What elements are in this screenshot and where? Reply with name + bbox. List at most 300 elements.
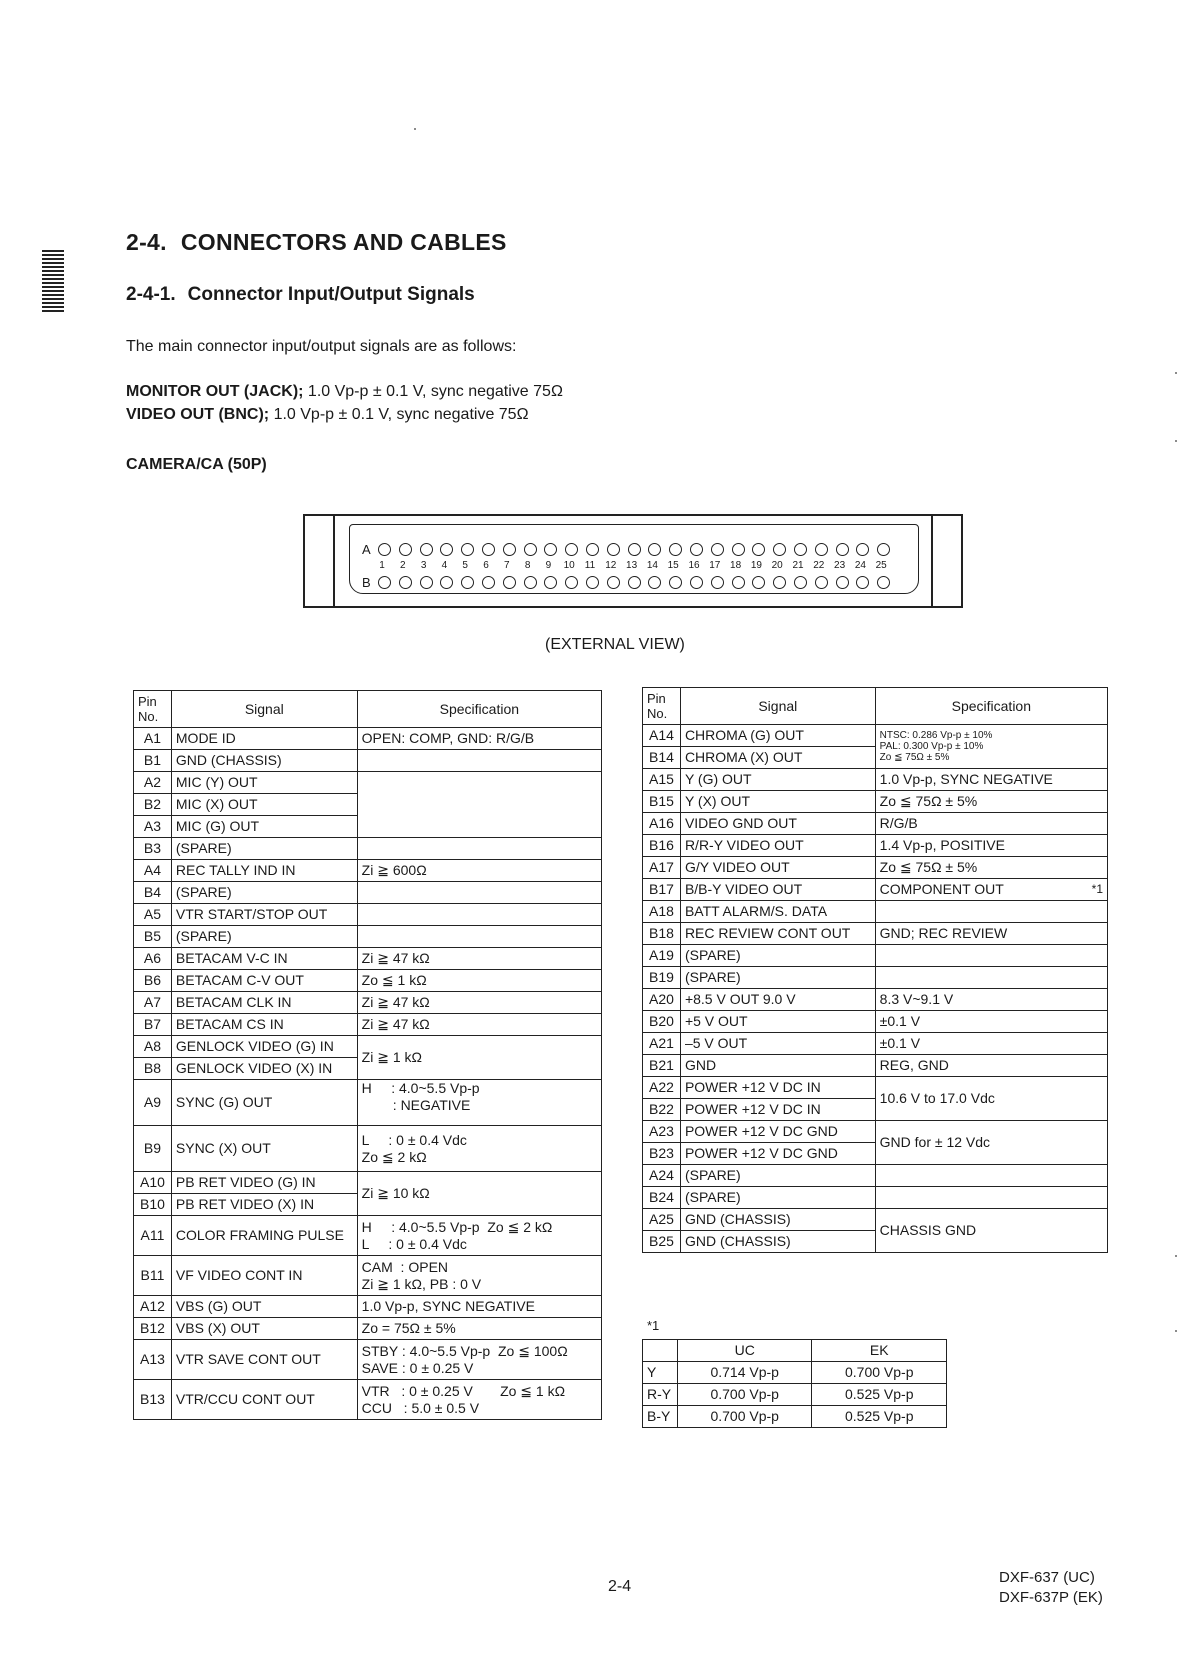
- spec-cell: [357, 926, 601, 948]
- table-row: [643, 1187, 1108, 1209]
- spec-line: Zo ≦ 75Ω ± 5%: [879, 752, 950, 763]
- pin-cell: B24: [643, 1187, 681, 1209]
- scan-speck: [414, 128, 416, 130]
- pin-cell: B13: [134, 1380, 172, 1420]
- spec-line: CAM : OPEN: [361, 1258, 449, 1275]
- signal-cell: MODE ID: [171, 728, 357, 750]
- spec-line: NTSC: 0.286 Vp-p ± 10%: [879, 730, 993, 741]
- connector-pin: [690, 576, 703, 589]
- pin-cell: A8: [134, 1036, 172, 1058]
- signal-cell: REC TALLY IND IN: [171, 860, 357, 882]
- connector-pin: [544, 576, 557, 589]
- scan-speck: [1175, 1255, 1177, 1257]
- table-row: [134, 1036, 602, 1058]
- connector-pin: [648, 576, 661, 589]
- connector-pin: [752, 543, 765, 556]
- connector-pin: [440, 576, 453, 589]
- pin-cell: A11: [134, 1216, 172, 1256]
- footnote-table: [642, 1339, 947, 1428]
- connector-pin: [773, 543, 786, 556]
- pin-number-label: 12: [605, 560, 617, 571]
- signal-header: Signal: [680, 688, 875, 725]
- connector-pin: [856, 543, 869, 556]
- pin-cell: B15: [643, 791, 681, 813]
- pin-number-label: 16: [688, 560, 700, 571]
- pin-cell: A14: [643, 725, 681, 747]
- spec-cell: [875, 1077, 1107, 1121]
- pin-cell: B25: [643, 1231, 681, 1253]
- connector-pin: [586, 576, 599, 589]
- pin-number-label: 18: [730, 560, 742, 571]
- signal-cell: SYNC (G) OUT: [171, 1080, 357, 1126]
- pin-cell: B14: [643, 747, 681, 769]
- pin-cell: A2: [134, 772, 172, 794]
- pin-cell: B2: [134, 794, 172, 816]
- table-row: [643, 813, 1108, 835]
- table-row: [643, 1011, 1108, 1033]
- model-numbers: [999, 1568, 1103, 1608]
- table-row: [134, 838, 602, 860]
- signal-cell: +5 V OUT: [680, 1011, 875, 1033]
- row-b-label: B: [362, 575, 371, 590]
- pin-cell: A5: [134, 904, 172, 926]
- scan-speck: [1175, 372, 1177, 374]
- spec-cell: [875, 879, 1107, 901]
- spec-cell: [357, 860, 601, 882]
- table-row: [134, 904, 602, 926]
- pin-cell: B4: [134, 882, 172, 904]
- spec-text: Zo ≦ 75Ω ± 5%: [879, 859, 978, 875]
- spec-cell: [875, 1033, 1107, 1055]
- connector-pin: [711, 543, 724, 556]
- spec-cell: [875, 1011, 1107, 1033]
- table-row: [134, 1256, 602, 1296]
- signal-cell: GND (CHASSIS): [680, 1231, 875, 1253]
- table-row: [643, 835, 1108, 857]
- connector-pin: [420, 543, 433, 556]
- spec-text: Zi ≧ 1 kΩ: [361, 1049, 422, 1065]
- connector-pin: [836, 576, 849, 589]
- connector-pin: [773, 576, 786, 589]
- connector-pin: [524, 576, 537, 589]
- pin-table-right: [642, 687, 1108, 1253]
- pin-number-label: 1: [379, 560, 385, 571]
- pin-number-label: 2: [400, 560, 406, 571]
- pin-cell: A20: [643, 989, 681, 1011]
- pin-cell: A4: [134, 860, 172, 882]
- spec-cell: [357, 1126, 601, 1172]
- connector-pin: [732, 543, 745, 556]
- pin-cell: B17: [643, 879, 681, 901]
- connector-pin: [482, 576, 495, 589]
- table-row: [643, 1121, 1108, 1143]
- connector-pin: [482, 543, 495, 556]
- signal-cell: VBS (G) OUT: [171, 1296, 357, 1318]
- spec-text: CHASSIS GND: [879, 1222, 977, 1238]
- footnote-cell: 0.525 Vp-p: [812, 1406, 947, 1428]
- pin-cell: B3: [134, 838, 172, 860]
- spec-cell: [875, 923, 1107, 945]
- footnote-row: [643, 1406, 947, 1428]
- footnote-cell: 0.525 Vp-p: [812, 1384, 947, 1406]
- pin-cell: A12: [134, 1296, 172, 1318]
- connector-pin: [565, 543, 578, 556]
- spec-cell: [357, 970, 601, 992]
- spec-line: L : 0 ± 0.4 Vdc: [361, 1235, 467, 1252]
- pin-cell: B8: [134, 1058, 172, 1080]
- pin-cell: A10: [134, 1172, 172, 1194]
- pin-number-label: 15: [667, 560, 679, 571]
- pin-cell: B22: [643, 1099, 681, 1121]
- pin-cell: A15: [643, 769, 681, 791]
- signal-cell: (SPARE): [171, 926, 357, 948]
- connector-pin: [378, 543, 391, 556]
- signal-cell: VTR/CCU CONT OUT: [171, 1380, 357, 1420]
- pin-cell: A9: [134, 1080, 172, 1126]
- table-row: [134, 992, 602, 1014]
- signal-cell: POWER +12 V DC IN: [680, 1099, 875, 1121]
- pin-number-label: 17: [709, 560, 721, 571]
- table-row: [643, 923, 1108, 945]
- connector-pin: [732, 576, 745, 589]
- pin-cell: B12: [134, 1318, 172, 1340]
- pin-cell: B20: [643, 1011, 681, 1033]
- pin-cell: A25: [643, 1209, 681, 1231]
- table-row: [643, 791, 1108, 813]
- pin-cell: B7: [134, 1014, 172, 1036]
- spec-text: 1.0 Vp-p, SYNC NEGATIVE: [361, 1298, 535, 1314]
- scan-speck: [1175, 1330, 1177, 1332]
- spec-cell: [357, 948, 601, 970]
- table-row: [134, 772, 602, 794]
- signal-cell: MIC (Y) OUT: [171, 772, 357, 794]
- connector-pin: [877, 576, 890, 589]
- signal-cell: (SPARE): [680, 967, 875, 989]
- connector-pin: [607, 576, 620, 589]
- table-row: [134, 1296, 602, 1318]
- spec-cell: [357, 1172, 601, 1216]
- footnote-cell: 0.700 Vp-p: [812, 1362, 947, 1384]
- spec-line: STBY : 4.0~5.5 Vp-p Zo ≦ 100Ω: [361, 1342, 568, 1359]
- spec-cell: [875, 1187, 1107, 1209]
- connector-pin: [711, 576, 724, 589]
- signal-cell: VTR SAVE CONT OUT: [171, 1340, 357, 1380]
- signal-cell: (SPARE): [680, 945, 875, 967]
- pin-number-label: 9: [545, 560, 552, 571]
- spec-cell: [357, 1256, 601, 1296]
- spec-cell: [875, 989, 1107, 1011]
- signal-cell: POWER +12 V DC IN: [680, 1077, 875, 1099]
- pin-cell: A21: [643, 1033, 681, 1055]
- spec-text: 1.0 Vp-p, SYNC NEGATIVE: [879, 771, 1053, 787]
- pin-number-label: 3: [420, 560, 427, 571]
- spec-cell: [875, 1165, 1107, 1187]
- pin-number-label: 21: [792, 560, 804, 571]
- connector-pin: [877, 543, 890, 556]
- footnote-header-cell: EK: [812, 1340, 947, 1362]
- connector-pin: [752, 576, 765, 589]
- monitor-out-spec: MONITOR OUT (JACK); 1.0 Vp-p ± 0.1 V, sync negative 75Ω: [126, 383, 563, 400]
- pin-number-label: 7: [504, 560, 510, 571]
- pin-number-label: 8: [524, 560, 531, 571]
- table-row: [643, 989, 1108, 1011]
- spec-cell: [357, 1318, 601, 1340]
- signal-cell: Y (G) OUT: [680, 769, 875, 791]
- table-row: [134, 1172, 602, 1194]
- spec-text: Zi ≧ 10 kΩ: [361, 1185, 430, 1201]
- table-row: [643, 857, 1108, 879]
- spec-line: SAVE : 0 ± 0.25 V: [361, 1359, 474, 1376]
- pin-cell: A22: [643, 1077, 681, 1099]
- signal-cell: POWER +12 V DC GND: [680, 1121, 875, 1143]
- connector-pin: [794, 543, 807, 556]
- video-out-spec: VIDEO OUT (BNC); 1.0 Vp-p ± 0.1 V, sync negative 75Ω: [126, 406, 529, 423]
- connector-pin: [856, 576, 869, 589]
- pin-number-label: 22: [813, 560, 825, 571]
- spec-header: Specification: [357, 691, 601, 728]
- signal-cell: MIC (X) OUT: [171, 794, 357, 816]
- spec-cell: [357, 882, 601, 904]
- table-row: [643, 945, 1108, 967]
- table-row: [134, 1126, 602, 1172]
- table-row: [134, 728, 602, 750]
- model-uc: DXF-637 (UC): [999, 1569, 1095, 1586]
- pin-cell: A6: [134, 948, 172, 970]
- pin-cell: A19: [643, 945, 681, 967]
- connector-pin-numbers: [0, 560, 1179, 574]
- pin-cell: A24: [643, 1165, 681, 1187]
- spec-text: Zi ≧ 47 kΩ: [361, 994, 430, 1010]
- connector-row-b: [362, 575, 898, 590]
- connector-pin: [836, 543, 849, 556]
- table-row: [643, 1165, 1108, 1187]
- connector-pin: [669, 543, 682, 556]
- connector-pin: [586, 543, 599, 556]
- connector-pin: [544, 543, 557, 556]
- spec-line: L : 0 ± 0.4 Vdc: [361, 1131, 467, 1148]
- connector-pin: [628, 576, 641, 589]
- spec-line: VTR : 0 ± 0.25 V Zo ≦ 1 kΩ: [361, 1382, 566, 1399]
- pin-cell: B21: [643, 1055, 681, 1077]
- signal-cell: BETACAM CLK IN: [171, 992, 357, 1014]
- signal-cell: Y (X) OUT: [680, 791, 875, 813]
- spec-cell: [357, 1014, 601, 1036]
- signal-cell: VF VIDEO CONT IN: [171, 1256, 357, 1296]
- spec-cell: [875, 1121, 1107, 1165]
- spec-text: COMPONENT OUT: [879, 881, 1004, 897]
- connector-pin: [399, 576, 412, 589]
- spec-cell: [875, 813, 1107, 835]
- spec-cell: [875, 791, 1107, 813]
- signal-cell: GND (CHASSIS): [171, 750, 357, 772]
- spec-text: Zo ≦ 75Ω ± 5%: [879, 793, 978, 809]
- subsection-heading: 2-4-1. Connector Input/Output Signals: [126, 284, 475, 305]
- spec-cell: [357, 1036, 601, 1080]
- spec-text: Zi ≧ 47 kΩ: [361, 1016, 430, 1032]
- signal-cell: BETACAM V-C IN: [171, 948, 357, 970]
- pin-cell: B11: [134, 1256, 172, 1296]
- spec-text: ±0.1 V: [879, 1013, 921, 1029]
- pin-cell: A16: [643, 813, 681, 835]
- section-heading: 2-4. CONNECTORS AND CABLES: [126, 229, 507, 255]
- pin-cell: B9: [134, 1126, 172, 1172]
- signal-cell: (SPARE): [680, 1187, 875, 1209]
- footnote-label: *1: [647, 1318, 660, 1333]
- spec-cell: [357, 1380, 601, 1420]
- model-ek: DXF-637P (EK): [999, 1589, 1103, 1606]
- table-row: [134, 1340, 602, 1380]
- signal-cell: CHROMA (G) OUT: [680, 725, 875, 747]
- spec-line: H : 4.0~5.5 Vp-p: [361, 1080, 480, 1096]
- connector-pin: [815, 576, 828, 589]
- spec-cell: [357, 1340, 601, 1380]
- pin-number-label: 6: [483, 560, 489, 571]
- spec-text: Zo ≦ 1 kΩ: [361, 972, 427, 988]
- pin-cell: A23: [643, 1121, 681, 1143]
- footnote-ref: *1: [1091, 882, 1103, 896]
- spec-cell: [875, 901, 1107, 923]
- pin-header: Pin No.: [134, 691, 172, 728]
- external-view-caption: (EXTERNAL VIEW): [545, 636, 685, 653]
- spec-cell: [357, 728, 601, 750]
- pin-cell: A7: [134, 992, 172, 1014]
- spec-line: : NEGATIVE: [361, 1097, 471, 1113]
- page-number: 2-4: [608, 1578, 632, 1595]
- table-row: [643, 1209, 1108, 1231]
- signal-cell: PB RET VIDEO (G) IN: [171, 1172, 357, 1194]
- signal-cell: VTR START/STOP OUT: [171, 904, 357, 926]
- spec-line: H : 4.0~5.5 Vp-p Zo ≦ 2 kΩ: [361, 1218, 553, 1235]
- footnote-header-row: [643, 1340, 947, 1362]
- table-row: [643, 879, 1108, 901]
- pin-cell: A18: [643, 901, 681, 923]
- pin-cell: B16: [643, 835, 681, 857]
- connector-pin: [815, 543, 828, 556]
- connector-pin: [524, 543, 537, 556]
- spec-cell: [875, 725, 1107, 769]
- table-row: [643, 967, 1108, 989]
- table-row: [134, 1014, 602, 1036]
- table-row: [134, 948, 602, 970]
- pin-cell: B23: [643, 1143, 681, 1165]
- pin-cell: B18: [643, 923, 681, 945]
- footnote-cell: 0.700 Vp-p: [677, 1406, 812, 1428]
- pin-cell: B10: [134, 1194, 172, 1216]
- binding-barcode: [42, 250, 64, 312]
- connector-pin: [461, 543, 474, 556]
- scan-speck: [1175, 440, 1177, 442]
- pin-number-label: 13: [626, 560, 638, 571]
- connector-title: CAMERA/CA (50P): [126, 456, 267, 473]
- pin-cell: B19: [643, 967, 681, 989]
- table-row: [134, 1216, 602, 1256]
- pin-number-label: 25: [875, 560, 887, 571]
- signal-header: Signal: [171, 691, 357, 728]
- pin-cell: A17: [643, 857, 681, 879]
- spec-cell: [357, 838, 601, 860]
- signal-cell: BETACAM CS IN: [171, 1014, 357, 1036]
- pin-header: Pin No.: [643, 688, 681, 725]
- spec-cell: [357, 1216, 601, 1256]
- signal-cell: B/B-Y VIDEO OUT: [680, 879, 875, 901]
- connector-pin: [503, 576, 516, 589]
- spec-cell: [357, 992, 601, 1014]
- spec-line: Zo ≦ 2 kΩ: [361, 1148, 427, 1165]
- pin-cell: B5: [134, 926, 172, 948]
- pin-number-label: 24: [854, 560, 866, 571]
- spec-text: Zi ≧ 47 kΩ: [361, 950, 430, 966]
- pin-number-label: 20: [771, 560, 783, 571]
- pin-cell: B6: [134, 970, 172, 992]
- signal-cell: GND (CHASSIS): [680, 1209, 875, 1231]
- connector-pin: [669, 576, 682, 589]
- pin-cell: A1: [134, 728, 172, 750]
- table-row: [643, 769, 1108, 791]
- spec-cell: [875, 945, 1107, 967]
- pin-cell: A13: [134, 1340, 172, 1380]
- connector-pin: [628, 543, 641, 556]
- signal-cell: G/Y VIDEO OUT: [680, 857, 875, 879]
- connector-pin: [420, 576, 433, 589]
- pin-cell: A3: [134, 816, 172, 838]
- footnote-cell: 0.700 Vp-p: [677, 1384, 812, 1406]
- table-row: [643, 901, 1108, 923]
- spec-cell: [357, 904, 601, 926]
- connector-pin: [378, 576, 391, 589]
- spec-cell: [357, 772, 601, 838]
- spec-text: 10.6 V to 17.0 Vdc: [879, 1090, 995, 1106]
- signal-cell: (SPARE): [171, 882, 357, 904]
- spec-cell: [875, 835, 1107, 857]
- table-row: [643, 725, 1108, 747]
- spec-text: 1.4 Vp-p, POSITIVE: [879, 837, 1005, 853]
- spec-text: GND; REC REVIEW: [879, 925, 1008, 941]
- signal-cell: GND: [680, 1055, 875, 1077]
- table-row: [134, 750, 602, 772]
- footnote-cell: Y: [643, 1362, 678, 1384]
- connector-pin: [607, 543, 620, 556]
- table-row: [134, 1080, 602, 1126]
- table-row: [643, 1077, 1108, 1099]
- spec-text: OPEN: COMP, GND: R/G/B: [361, 730, 535, 746]
- spec-cell: [875, 1209, 1107, 1253]
- spec-line: PAL: 0.300 Vp-p ± 10%: [879, 741, 984, 752]
- pin-number-label: 23: [834, 560, 846, 571]
- spec-cell: [875, 857, 1107, 879]
- signal-cell: BETACAM C-V OUT: [171, 970, 357, 992]
- signal-cell: MIC (G) OUT: [171, 816, 357, 838]
- signal-cell: (SPARE): [680, 1165, 875, 1187]
- pin-number-label: 4: [441, 560, 448, 571]
- table-row: [134, 926, 602, 948]
- intro-text: The main connector input/output signals are as follows:: [126, 338, 517, 355]
- signal-cell: (SPARE): [171, 838, 357, 860]
- signal-cell: GENLOCK VIDEO (G) IN: [171, 1036, 357, 1058]
- signal-cell: SYNC (X) OUT: [171, 1126, 357, 1172]
- table-row: [134, 1380, 602, 1420]
- spec-text: Zi ≧ 600Ω: [361, 862, 427, 878]
- pin-number-label: 14: [646, 560, 658, 571]
- signal-cell: POWER +12 V DC GND: [680, 1143, 875, 1165]
- table-row: [134, 882, 602, 904]
- connector-pin: [648, 543, 661, 556]
- footnote-header-cell: UC: [677, 1340, 812, 1362]
- signal-cell: PB RET VIDEO (X) IN: [171, 1194, 357, 1216]
- spec-cell: [357, 1296, 601, 1318]
- spec-cell: [875, 1055, 1107, 1077]
- signal-cell: VBS (X) OUT: [171, 1318, 357, 1340]
- spec-text: 8.3 V~9.1 V: [879, 991, 954, 1007]
